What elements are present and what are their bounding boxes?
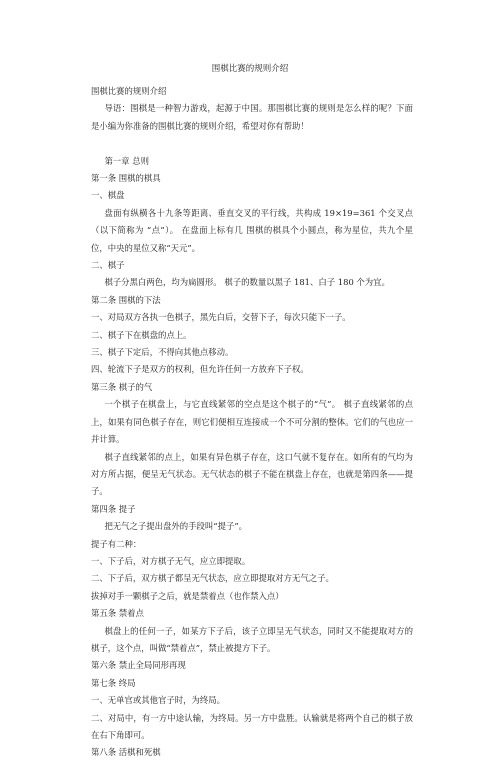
list-item: 四、轮流下子是双方的权利，但允许任何一方放弃下子权。	[91, 364, 309, 375]
article-4-subheading: 提子有二种：	[91, 538, 142, 549]
intro-paragraph: 导语：围棋是一种智力游戏，起源于中国。那围棋比赛的规则是怎么样的呢？下面是小编为你准备的围棋比赛的规则介绍，希望对你有帮助！	[91, 103, 413, 131]
list-item: 二、棋子下在棋盘的点上。	[91, 329, 192, 340]
article-7-heading: 第七条 终局	[91, 677, 136, 688]
chapter-heading: 第一章 总则	[104, 155, 149, 166]
article-5-text: 棋盘上的任何一子，如某方下子后，该子立即呈无气状态，同时又不能提取对方的棋子，这个点，叫做“禁着点”，禁止被提方下子。	[91, 625, 413, 653]
list-item: 三、棋子下定后，不得向其他点移动。	[91, 347, 234, 358]
article-4-text: 把无气之子提出盘外的手段叫“提子”。	[104, 521, 247, 532]
article-2-heading: 第二条 围棋的下法	[91, 294, 161, 305]
article-4-heading: 第四条 提子	[91, 503, 136, 514]
article-1-heading: 第一条 围棋的棋具	[91, 173, 161, 184]
list-item: 一、无单官或其他官子时，为终局。	[91, 695, 225, 706]
blank-line	[91, 135, 413, 152]
article-5-heading: 第五条 禁着点	[91, 608, 144, 619]
article-6-heading: 第六条 禁止全局同形再现	[91, 660, 186, 671]
document-subtitle: 围棋比赛的规则介绍	[91, 86, 167, 96]
document-body	[91, 83, 413, 762]
article-8-heading: 第八条 活棋和死棋	[91, 747, 161, 758]
list-item: 二、对局中，有一方中途认输，为终局。另一方中盘胜。认输就是将两个自己的棋子放在右下角即可。	[91, 712, 413, 741]
section-stones-text: 棋子分黑白两色，均为扁圆形。 棋子的数量以黑子 181、白子 180 个为宜。	[104, 277, 390, 288]
document-title: 围棋比赛的规则介绍	[211, 64, 289, 74]
article-3-heading: 第三条 棋子的气	[91, 381, 153, 392]
section-stones-heading: 二、棋子	[91, 260, 125, 271]
article-3-text-1: 一个棋子在棋盘上，与它直线紧邻的空点是这个棋子的“气”。 棋子直线紧邻的点上，如果有同色棋子存在，则它们便相互连接成一个不可分割的整体。它们的气也应一并计算。	[91, 399, 413, 445]
section-board-text: 盘面有纵横各十九条等距离、垂直交叉的平行线，共构成 19×19=361 个交叉点（以下简称为 “点”）。 在盘面上标有几 围棋的棋具个小圆点，称为星位，共九个星位，中央的星位又称“天元”。	[91, 207, 413, 253]
list-item: 一、下子后，对方棋子无气，应立即提取。	[91, 555, 251, 566]
list-item: 二、下子后，双方棋子都呈无气状态，应立即提取对方无气之子。	[91, 573, 334, 584]
article-3-text-2: 棋子直线紧邻的点上，如果有异色棋子存在，这口气就不复存在。如所有的气均为对方所占据，便呈无气状态。无气状态的棋子不能在棋盘上存在，也就是第四条——提子。	[91, 451, 413, 497]
section-board-heading: 一、棋盘	[91, 190, 125, 201]
list-item: 一、对局双方各执一色棋子，黑先白后，交替下子，每次只能下一子。	[91, 312, 351, 323]
article-4-tail: 拔掉对手一颗棋子之后，就是禁着点（也作禁入点）	[91, 590, 284, 601]
